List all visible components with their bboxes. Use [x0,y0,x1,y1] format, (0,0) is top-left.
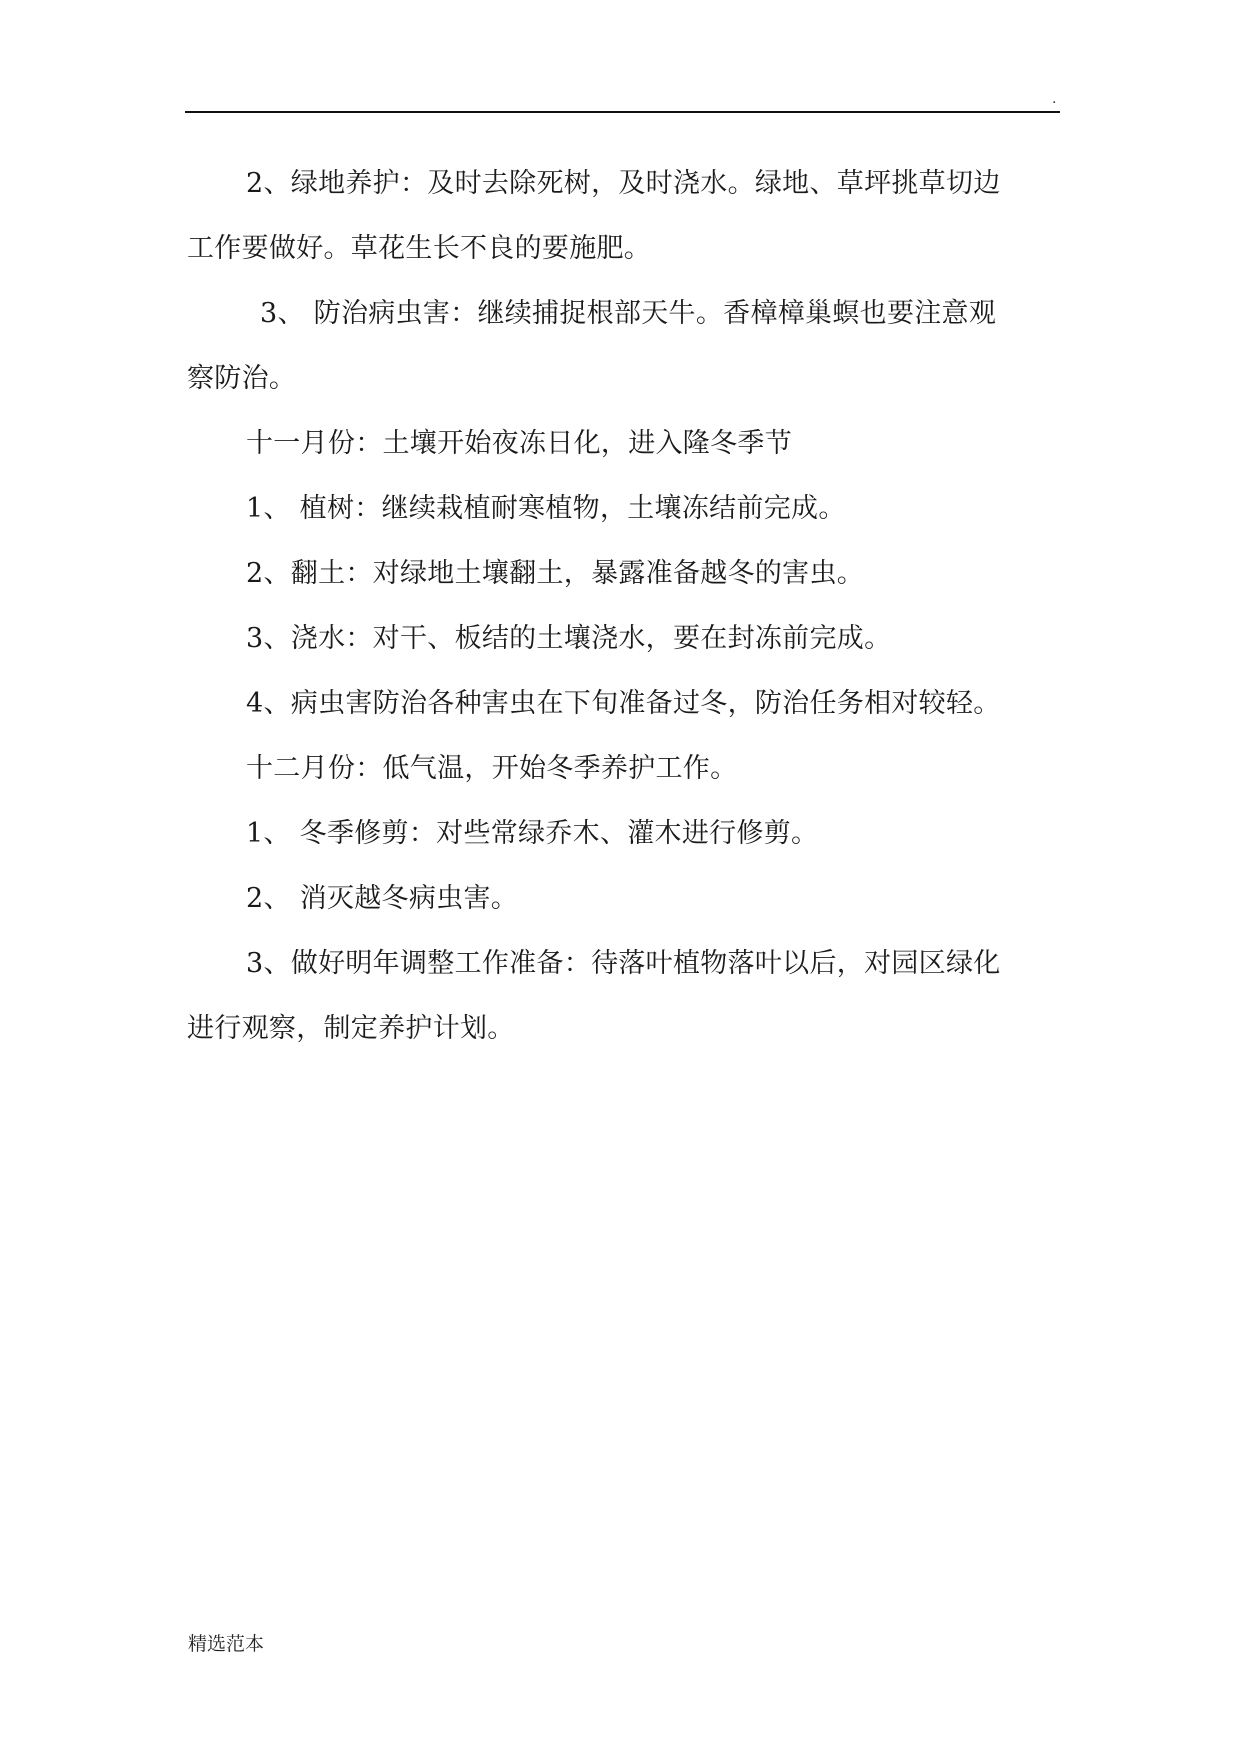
footer-label: 精选范本 [188,1633,265,1655]
paragraph-line: 进行观察，制定养护计划。 [187,1013,515,1044]
paragraph-line: 3、 防治病虫害：继续捕捉根部天牛。香樟樟巢螟也要注意观 [260,298,997,329]
paragraph-line: 工作要做好。草花生长不良的要施肥。 [187,233,652,264]
header-rule [185,111,1060,113]
paragraph-line: 2、翻土：对绿地土壤翻土，暴露准备越冬的害虫。 [246,558,865,589]
header-dot: . [1052,91,1057,107]
paragraph-line: 十一月份：土壤开始夜冻日化，进入隆冬季节 [246,428,792,459]
paragraph-line: 1、 冬季修剪：对些常绿乔木、灌木进行修剪。 [246,818,819,849]
paragraph-line: 2、绿地养护：及时去除死树，及时浇水。绿地、草坪挑草切边 [246,168,1001,199]
paragraph-line: 4、病虫害防治各种害虫在下旬准备过冬，防治任务相对较轻。 [246,688,1001,719]
paragraph-line: 察防治。 [187,363,297,394]
paragraph-line: 十二月份：低气温，开始冬季养护工作。 [246,753,738,784]
paragraph-line: 1、 植树：继续栽植耐寒植物，土壤冻结前完成。 [246,493,846,524]
paragraph-line: 3、浇水：对干、板结的土壤浇水，要在封冻前完成。 [246,623,892,654]
paragraph-line: 2、 消灭越冬病虫害。 [246,883,519,914]
paragraph-line: 3、做好明年调整工作准备：待落叶植物落叶以后，对园区绿化 [246,948,1001,979]
